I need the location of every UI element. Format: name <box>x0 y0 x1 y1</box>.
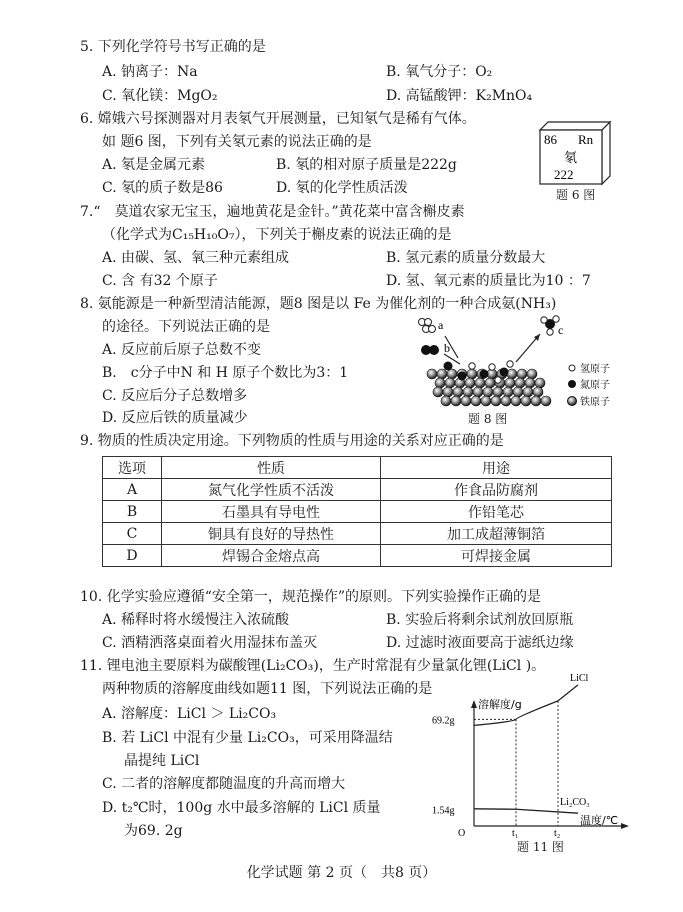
series-label-li2co3: Li₂CO₃ <box>560 797 590 809</box>
header-use: 用途 <box>381 457 612 479</box>
iron-atom <box>453 387 463 397</box>
iron-atom <box>525 378 535 388</box>
legend <box>568 362 611 408</box>
iron-atom <box>515 378 525 388</box>
solubility-chart <box>430 672 635 839</box>
q7-option-b: B. 氢元素的质量分数最大 <box>386 250 546 266</box>
iron-atom <box>447 369 457 379</box>
element-mass: 222 <box>554 167 574 182</box>
iron-atom <box>427 369 437 379</box>
property-use-table <box>102 456 612 567</box>
y-axis-label: 溶解度/g <box>478 698 522 711</box>
iron-atom <box>501 396 511 406</box>
q6-stem-2: 如 题6 图，下列有关氡元素的说法正确的是 <box>102 134 372 150</box>
iron-atom <box>465 378 475 388</box>
iron-atom <box>473 387 483 397</box>
iron-atom <box>535 378 545 388</box>
q11-option-b-line1: B. 若 LiCl 中混有少量 Li₂CO₃，可采用降温结 <box>102 730 393 746</box>
iron-atom <box>451 396 461 406</box>
element-number: 86 <box>544 132 557 147</box>
q7-stem-1: 7.“ 莫道农家无宝玉，遍地黄花是金针。”黄花菜中富含槲皮素 <box>80 204 465 220</box>
iron-atom <box>507 369 517 379</box>
iron-atom <box>467 369 477 379</box>
q7-stem-2: （化学式为C₁₅H₁₀O₇），下列关于槲皮素的说法正确的是 <box>102 227 452 243</box>
molecule-b <box>421 345 439 355</box>
x-axis-label: 温度/℃ <box>580 814 619 827</box>
y-tick-69-2: 69.2g <box>432 715 455 727</box>
iron-atom <box>493 387 503 397</box>
iron-atom <box>481 396 491 406</box>
q10-option-d: D. 过滤时液面要高于滤纸边缘 <box>386 635 574 651</box>
q6-option-a: A. 氡是金属元素 <box>102 157 206 173</box>
iron-atom <box>527 369 537 379</box>
iron-atom <box>437 369 447 379</box>
q11-option-a: A. 溶解度：LiCl ＞ Li₂CO₃ <box>102 706 277 722</box>
table-row: C 铜具有良好的导热性 加工成超薄铜箔 <box>103 523 612 545</box>
iron-atom <box>463 387 473 397</box>
iron-surface <box>427 369 551 406</box>
q10-stem: 10. 化学实验应遵循“安全第一，规范操作”的原则。下列实验操作正确的是 <box>80 589 542 605</box>
q6-option-d: D. 氡的化学性质活泼 <box>276 180 408 196</box>
q8-option-c: C. 反应后分子总数增多 <box>102 388 248 404</box>
q6-option-c: C. 氡的质子数是86 <box>102 180 223 196</box>
x-tick-t1: t₁ <box>512 828 519 839</box>
iron-atom <box>523 387 533 397</box>
fig6-caption: 题 6 图 <box>556 188 596 202</box>
q5-stem: 5. 下列化学符号书写正确的是 <box>80 39 266 55</box>
iron-atom <box>433 387 443 397</box>
page-footer: 化学试题 第 2 页（ 共8 页） <box>246 865 437 881</box>
table-header-row <box>103 457 612 479</box>
q9-stem: 9. 物质的性质决定用途。下列物质的性质与用途的关系对应正确的是 <box>80 433 504 449</box>
q5-option-c: C. 氧化镁：MgO₂ <box>102 88 218 104</box>
q8-option-d: D. 反应后铁的质量减少 <box>102 410 248 426</box>
series-label-licl: LiCl <box>570 672 589 684</box>
fig11-caption: 题 11 图 <box>517 840 564 854</box>
label-c: c <box>558 323 564 337</box>
q7-option-c: C. 含 有32 个原子 <box>102 273 218 289</box>
iron-atom <box>461 396 471 406</box>
series-li2co3-line <box>474 809 578 813</box>
q6-option-b: B. 氡的相对原子质量是222g <box>276 157 457 173</box>
x-tick-t2: t₂ <box>554 828 561 839</box>
label-b: b <box>444 341 450 355</box>
iron-atom <box>503 387 513 397</box>
q11-option-d-line1: D. t₂℃时，100g 水中最多溶解的 LiCl 质量 <box>102 800 381 816</box>
q10-option-b: B. 实验后将剩余试剂放回原瓶 <box>386 612 574 628</box>
iron-atom <box>483 387 493 397</box>
q8-option-a: A. 反应前后原子总数不变 <box>102 342 262 358</box>
header-property: 性质 <box>162 457 381 479</box>
q8-stem-2: 的途径。下列说法正确的是 <box>102 319 270 335</box>
iron-atom <box>533 387 543 397</box>
iron-atom <box>541 396 551 406</box>
q8-option-b: B. c分子中N 和 H 原子个数比为3：1 <box>102 365 349 381</box>
element-name: 氡 <box>564 151 578 166</box>
q10-option-c: C. 酒精洒落桌面着火用湿抹布盖灭 <box>102 635 318 651</box>
q11-stem-2: 两种物质的溶解度曲线如题11 图，下列说法正确的是 <box>102 681 433 697</box>
table-row: D 焊锡合金熔点高 可焊接金属 <box>103 545 612 567</box>
iron-atom <box>513 387 523 397</box>
iron-atom <box>491 396 501 406</box>
q11-stem-1: 11. 锂电池主要原料为碳酸锂(Li₂CO₃)，生产时常混有少量氯化锂(LiCl )。 <box>80 658 546 674</box>
q5-option-d: D. 高锰酸钾：K₂MnO₄ <box>386 88 533 104</box>
iron-atom <box>471 396 481 406</box>
q11-option-b-line2: 晶提纯 LiCl <box>124 753 200 769</box>
table-row: B 石墨具有导电性 作铅笔芯 <box>103 501 612 523</box>
iron-atom <box>443 387 453 397</box>
q10-option-a: A. 稀释时将水缓慢注入浓硫酸 <box>102 612 290 628</box>
q11-option-d-line2: 为69. 2g <box>124 823 183 839</box>
origin-label: O <box>458 828 466 839</box>
iron-atom <box>435 378 445 388</box>
iron-atom <box>517 369 527 379</box>
label-a: a <box>438 318 444 332</box>
iron-atom <box>475 378 485 388</box>
iron-atom <box>521 396 531 406</box>
legend-iron: 铁原子 <box>580 397 610 408</box>
q7-option-d: D. 氢、氧元素的质量比为10 ：7 <box>386 273 591 289</box>
molecule-c <box>541 316 559 335</box>
molecule-a <box>419 319 436 333</box>
q7-option-a: A. 由碳、氢、氧三种元素组成 <box>102 250 290 266</box>
iron-atom <box>505 378 515 388</box>
element-symbol: Rn <box>578 132 594 147</box>
iron-atom <box>445 378 455 388</box>
element-cell-figure <box>536 118 616 186</box>
ammonia-synthesis-figure <box>400 312 632 412</box>
iron-atom <box>531 396 541 406</box>
table-row: A 氮气化学性质不活泼 作食品防腐剂 <box>103 479 612 501</box>
iron-atom <box>485 378 495 388</box>
q6-stem-1: 6. 嫦娥六号探测器对月表氡气开展测量，已知氡气是稀有气体。 <box>80 111 476 127</box>
legend-nitrogen: 氮原子 <box>580 380 610 391</box>
fig8-caption: 题 8 图 <box>468 412 508 426</box>
iron-atom <box>511 396 521 406</box>
legend-hydrogen: 氢原子 <box>580 364 610 375</box>
q5-option-a: A. 钠离子：Na <box>102 64 198 80</box>
y-tick-1-54: 1.54g <box>432 805 455 817</box>
header-option: 选项 <box>103 457 162 479</box>
iron-atom <box>441 396 451 406</box>
q5-option-b: B. 氧气分子：O₂ <box>386 64 493 80</box>
q11-option-c: C. 二者的溶解度都随温度的升高而增大 <box>102 776 346 792</box>
q8-stem-1: 8. 氨能源是一种新型清洁能源，题8 图是以 Fe 为催化剂的一种合成氨(NH₃) <box>80 296 557 312</box>
